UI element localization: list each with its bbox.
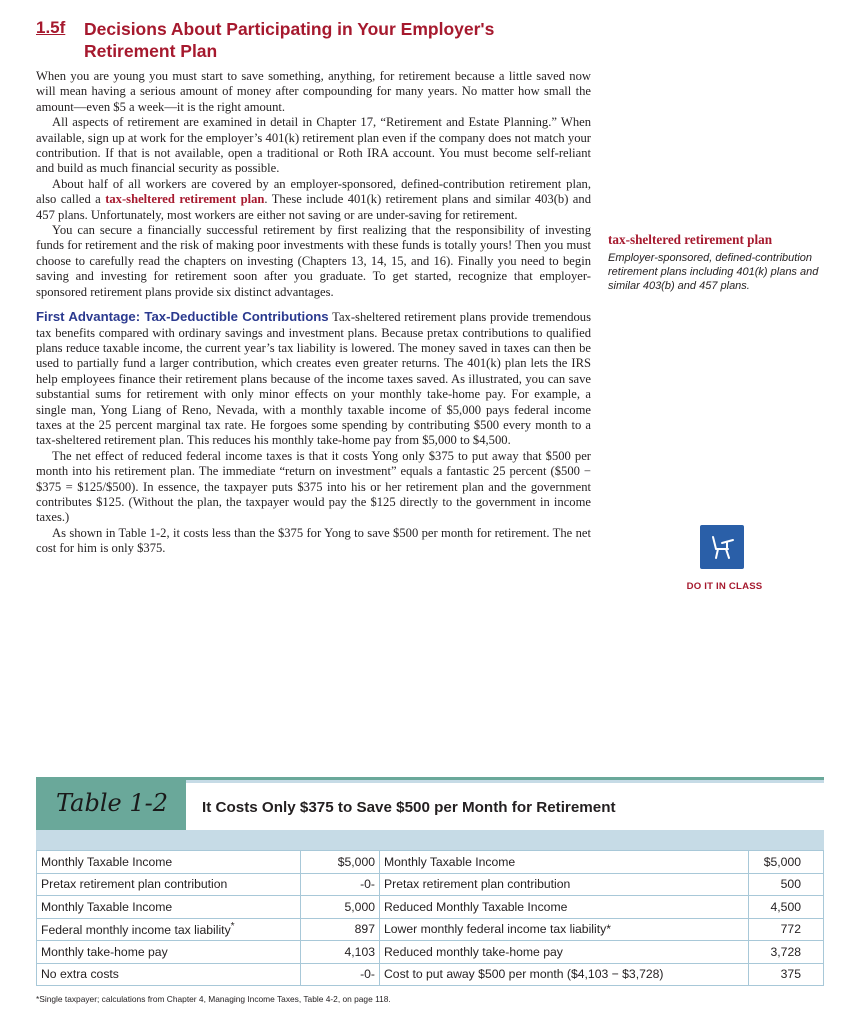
subsection-paragraph (36, 309, 591, 449)
table-row (37, 873, 824, 896)
do-it-in-class-label[interactable]: DO IT IN CLASS (686, 581, 763, 592)
table-cell: 772 (749, 918, 824, 941)
cell-text: Federal monthly income tax liability (41, 923, 231, 938)
desk-chair-icon (706, 531, 738, 563)
table-cell (37, 918, 301, 941)
table-row (37, 918, 824, 941)
table-cell: Reduced monthly take-home pay (380, 941, 749, 964)
paragraph-text: . These include 401(k) retirement plans and similar 403(b) and 457 plans. Unfortunately, most workers are either not saving or are under-saving for retirement. (36, 192, 591, 222)
footnote-marker: * (230, 921, 235, 933)
table-cell: 375 (749, 963, 824, 986)
table-cell: No extra costs (37, 963, 301, 986)
table-label: Table 1-2 (56, 789, 168, 817)
table-row (37, 851, 824, 874)
table-cell: Monthly take-home pay (37, 941, 301, 964)
paragraph: All aspects of retirement are examined in detail in Chapter 17, “Retirement and Estate Planning.” When available, sign up at work for the employer’s 401(k) retirement plan even if the company does not match your contribution. If that is not available, open a traditional or Roth IRA account. You must become self-reliant and build as much financial security as possible. (36, 115, 591, 176)
subsection-heading: First Advantage: Tax-Deductible Contributions (36, 309, 329, 325)
paragraph-text: About half of all workers are covered by an employer-sponsored, defined-contribution retirement plan, also called a (36, 176, 591, 207)
table-cell: Monthly Taxable Income (380, 851, 749, 874)
table-cell: Monthly Taxable Income (37, 851, 301, 874)
comparison-table (36, 850, 824, 986)
table-cell: Pretax retirement plan contribution (37, 873, 301, 896)
table-cell: -0- (301, 963, 380, 986)
table-footnote: *Single taxpayer; calculations from Chapter 4, Managing Income Taxes, Table 4-2, on page 118. (36, 994, 391, 1004)
table-cell: 5,000 (301, 896, 380, 919)
table-cell (380, 918, 749, 941)
margin-definition-text: Employer-sponsored, defined-contribution retirement plans including 401(k) plans and similar 403(b) and 457 plans. (608, 252, 819, 292)
table-cell: $5,000 (301, 851, 380, 874)
paragraph: When you are young you must start to save something, anything, for retirement because a little saved now will mean having a serious amount of money after compounding for many years. No matter how small the amount—even $5 a week—it is the right amount. (36, 69, 591, 114)
table-cell: 500 (749, 873, 824, 896)
cell-text: Lower monthly federal income tax liability (384, 922, 607, 937)
section-number: 1.5f (36, 18, 66, 37)
body-text-column (36, 69, 591, 557)
table-cell: Cost to put away $500 per month ($4,103 − $3,728) (380, 963, 749, 986)
table-cell: Pretax retirement plan contribution (380, 873, 749, 896)
paragraph (36, 177, 591, 223)
paragraph: You can secure a financially successful retirement by first realizing that the responsibility of investing funds for retirement and the risk of making poor investments with these funds is totally yours! Then you must choose to carefully read the chapters on investing (Chapters 13, 14, 15, and 16). Finally you need to begin saving and investing for retirement soon after you graduate. To get started, recognize that employer-sponsored retirement plans provide six distinct advantages. (36, 223, 591, 299)
table-label-tab (36, 780, 186, 830)
table-title: It Costs Only $375 to Save $500 per Month for Retirement (202, 799, 616, 816)
table-cell: 897 (301, 918, 380, 941)
table-spacer-band (36, 830, 824, 850)
paragraph: As shown in Table 1-2, it costs less than the $375 for Yong to save $500 per month for retirement. The net cost for him is only $375. (36, 525, 591, 556)
table-cell: 4,500 (749, 896, 824, 919)
table-row (37, 896, 824, 919)
paragraph: The net effect of reduced federal income taxes is that it costs Yong only $375 to put away that $500 per month into his retirement plan. The immediate “return on investment” equals a fantastic 25 percent ($500 − $375 = $125/$500). In essence, the taxpayer puts $375 into his or her retirement plan and the government contributes $125. (Without the plan, the taxpayer would pay the $125 directly to the government in income taxes.) (36, 448, 591, 525)
table-row (37, 963, 824, 986)
footnote-marker: * (606, 922, 611, 937)
do-it-in-class-badge[interactable] (700, 525, 744, 569)
table-cell: Reduced Monthly Taxable Income (380, 896, 749, 919)
margin-term: tax-sheltered retirement plan (608, 232, 773, 247)
table-cell: -0- (301, 873, 380, 896)
table-row (37, 941, 824, 964)
table-cell: 4,103 (301, 941, 380, 964)
paragraph-text: Tax-sheltered retirement plans provide tremendous tax benefits compared with ordinary savings and investment plans. Because pretax contributions to qualified plans reduce taxable income, the current year’s tax liability is lowered. The money saved in taxes can then be used to partially fund a larger contribution, which creates even greater returns. The 401(k) plan lets the IRS help employees finance their retirement plans because of the income taxes saved. As illustrated, you can save substantial sums for retirement with only minor effects on your monthly take-home pay. For example, a single man, Yong Liang of Reno, Nevada, with a monthly taxable income of $5,000 pays federal income taxes at the 25 percent marginal tax rate. He forgoes some spending by contributing $500 every month to a tax-sheltered retirement plan. This reduces his monthly take-home pay from $5,000 to $4,500. (36, 310, 591, 448)
key-term: tax-sheltered retirement plan (105, 192, 265, 207)
margin-definition (608, 232, 823, 293)
table-cell: 3,728 (749, 941, 824, 964)
section-title: Decisions About Participating in Your Employer's Retirement Plan (84, 19, 495, 61)
table-cell: $5,000 (749, 851, 824, 874)
table-cell: Monthly Taxable Income (37, 896, 301, 919)
